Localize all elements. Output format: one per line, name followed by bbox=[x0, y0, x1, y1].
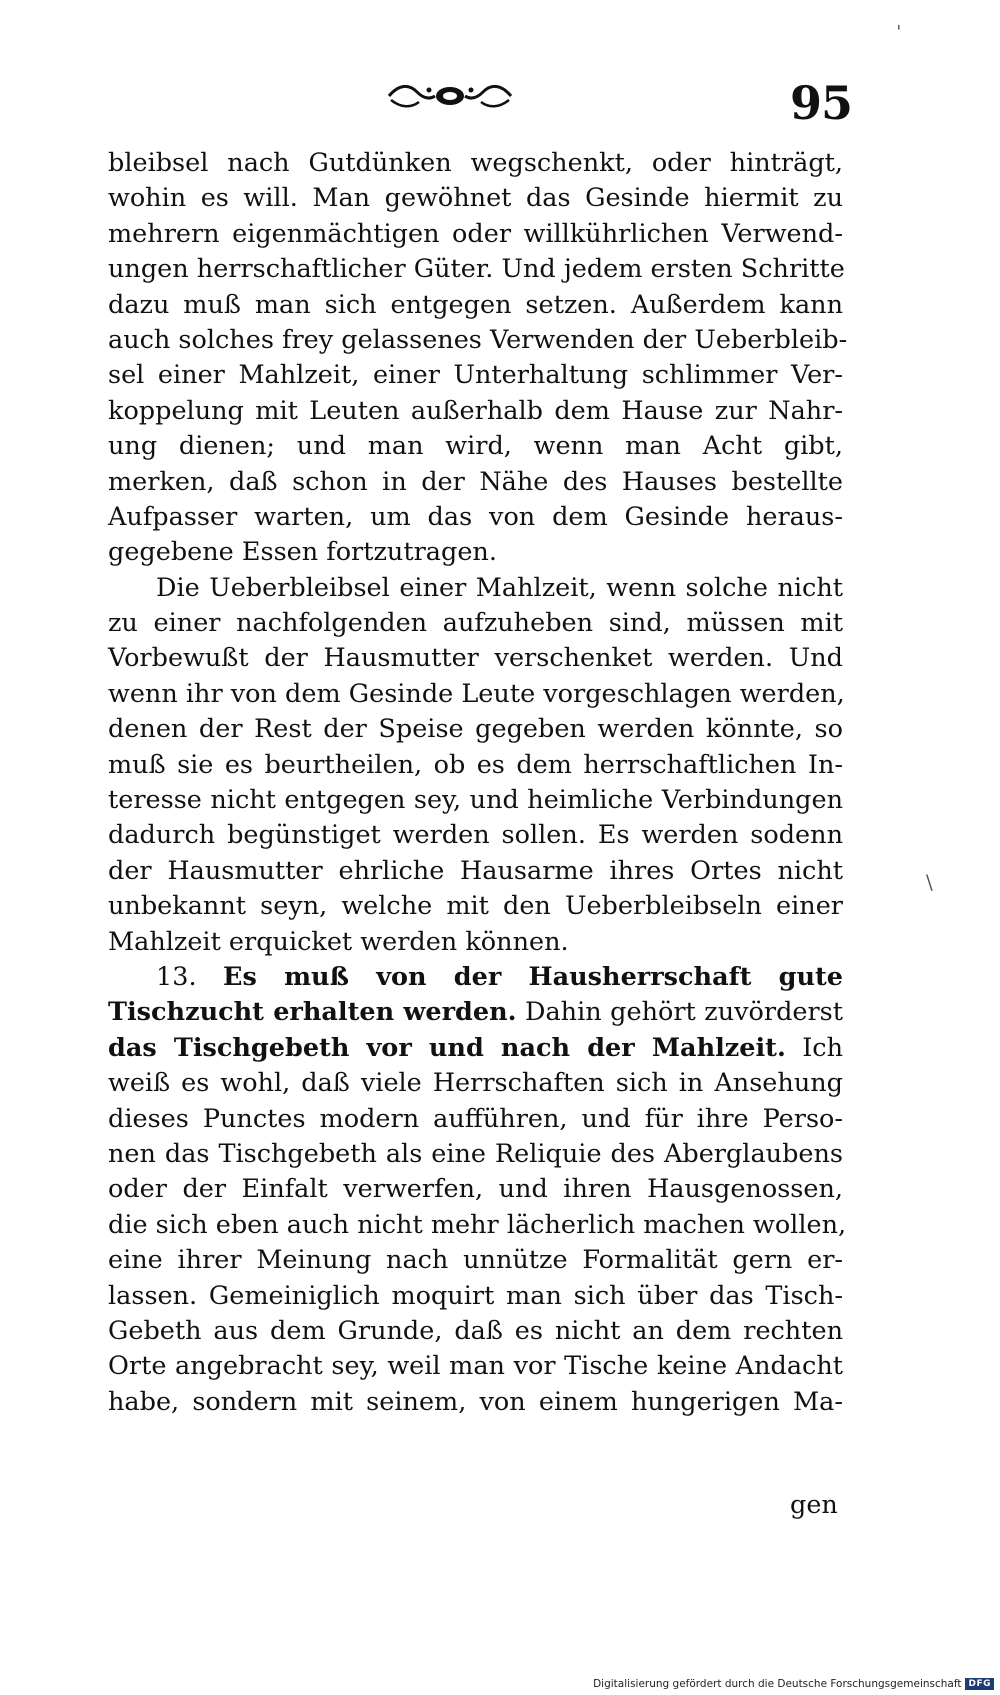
text-line: oder der Einfalt verwerfen, und ihren Hausgenossen, bbox=[108, 1174, 843, 1205]
section-heading-line bbox=[108, 995, 843, 1030]
catchword: gen bbox=[790, 1490, 838, 1520]
emphasized-text: das Tischgebeth vor und nach der Mahlzeit. bbox=[108, 1032, 786, 1063]
text-line: unbekannt seyn, welche mit den Ueberbleibseln einer bbox=[108, 891, 843, 922]
text-line: habe, sondern mit seinem, von einem hungerigen Ma- bbox=[108, 1386, 843, 1417]
text-line: Die Ueberbleibsel einer Mahlzeit, wenn solche nicht bbox=[156, 572, 843, 603]
text-line: eine ihrer Meinung nach unnütze Formalität gern er- bbox=[108, 1245, 843, 1276]
printers-ornament-icon bbox=[385, 78, 515, 114]
scan-mark: \ bbox=[926, 870, 933, 894]
text-line: wenn ihr von dem Gesinde Leute vorgeschlagen werden, bbox=[108, 678, 845, 709]
section-number: 13. bbox=[156, 961, 197, 992]
text-line: sel einer Mahlzeit, einer Unterhaltung schlimmer Ver- bbox=[108, 360, 843, 391]
section-heading-continued: Tischzucht erhalten werden. bbox=[108, 997, 517, 1028]
text-line: denen der Rest der Speise gegeben werden könnte, so bbox=[108, 714, 843, 745]
section-heading: Es muß von der Hausherrschaft gute bbox=[223, 961, 843, 992]
text-line: zu einer nachfolgenden aufzuheben sind, müssen mit bbox=[108, 608, 843, 639]
text-fragment: Ich bbox=[802, 1032, 843, 1063]
text-line: merken, daß schon in der Nähe des Hauses bestellte bbox=[108, 466, 843, 497]
body-text bbox=[108, 146, 848, 1420]
text-line: koppelung mit Leuten außerhalb dem Hause zur Nahr- bbox=[108, 395, 843, 426]
text-line: der Hausmutter ehrliche Hausarme ihres Ortes nicht bbox=[108, 855, 843, 886]
text-line: Gebeth aus dem Grunde, daß es nicht an dem rechten bbox=[108, 1315, 843, 1346]
dfg-logo: DFG bbox=[965, 1678, 994, 1690]
digitization-credit bbox=[593, 1678, 994, 1690]
scan-mark: ˌ bbox=[896, 8, 902, 32]
text-line: Aufpasser warten, um das von dem Gesinde heraus- bbox=[108, 501, 843, 532]
text-fragment: Dahin gehört zuvörderst bbox=[525, 997, 844, 1028]
text-line: mehrern eigenmächtigen oder willkührlichen Verwend- bbox=[108, 218, 843, 249]
text-line: teresse nicht entgegen sey, und heimliche Verbindungen bbox=[108, 785, 843, 816]
text-line: die sich eben auch nicht mehr lächerlich machen wollen, bbox=[108, 1209, 847, 1240]
text-line: lassen. Gemeiniglich moquirt man sich über das Tisch- bbox=[108, 1280, 843, 1311]
text-line: dazu muß man sich entgegen setzen. Außerdem kann bbox=[108, 289, 843, 320]
credit-text: Digitalisierung gefördert durch die Deutsche Forschungsgemeinschaft bbox=[593, 1678, 962, 1690]
text-line bbox=[108, 1031, 843, 1066]
text-line: gegebene Essen fortzutragen. bbox=[108, 537, 497, 568]
text-line: Vorbewußt der Hausmutter verschenket werden. Und bbox=[108, 643, 843, 674]
text-line: bleibsel nach Gutdünken wegschenkt, oder hinträgt, bbox=[108, 148, 843, 178]
page-number: 95 bbox=[790, 76, 853, 130]
section-heading-line bbox=[108, 960, 843, 995]
text-line: ungen herrschaftlicher Güter. Und jedem ersten Schritte bbox=[108, 254, 845, 285]
text-line: Mahlzeit erquicket werden können. bbox=[108, 926, 569, 957]
text-line: ung dienen; und man wird, wenn man Acht gibt, bbox=[108, 431, 843, 462]
text-line: dadurch begünstiget werden sollen. Es werden sodenn bbox=[108, 820, 843, 851]
text-line: auch solches frey gelassenes Verwenden der Ueberbleib- bbox=[108, 324, 848, 355]
text-line: muß sie es beurtheilen, ob es dem herrschaftlichen In- bbox=[108, 749, 843, 780]
text-line: wohin es will. Man gewöhnet das Gesinde hiermit zu bbox=[108, 183, 843, 214]
text-line: weiß es wohl, daß viele Herrschaften sich in Ansehung bbox=[108, 1068, 843, 1099]
text-line: Orte angebracht sey, weil man vor Tische keine Andacht bbox=[108, 1351, 843, 1382]
text-line: nen das Tischgebeth als eine Reliquie des Aberglaubens bbox=[108, 1138, 843, 1169]
text-line: dieses Punctes modern aufführen, und für ihre Perso- bbox=[108, 1103, 843, 1134]
